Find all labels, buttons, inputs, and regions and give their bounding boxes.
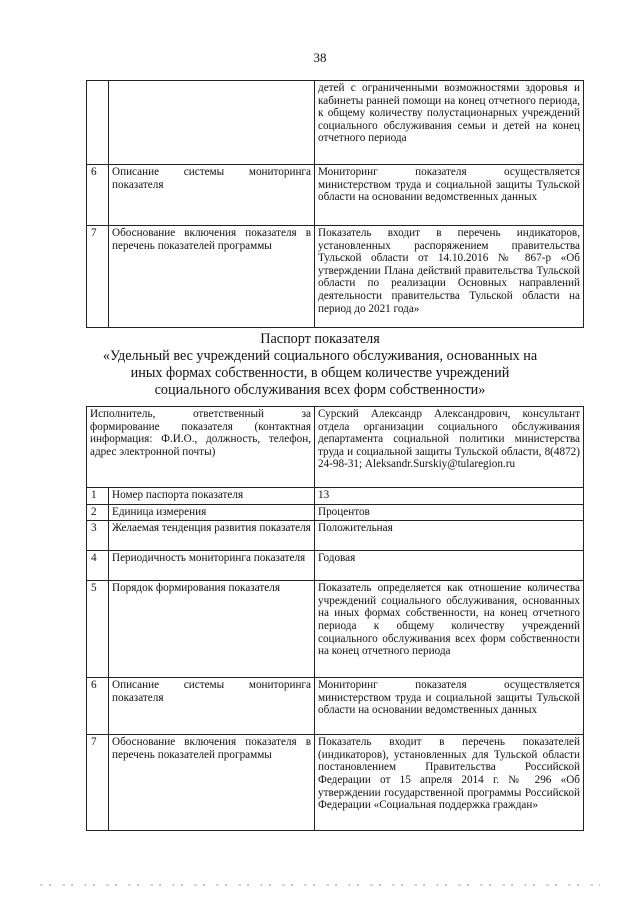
row-value: Процентов (315, 504, 584, 521)
table-header-row (87, 407, 584, 488)
scan-artifact-line (40, 884, 600, 886)
row-value: 13 (315, 488, 584, 505)
row-label: Порядок формирования показателя (109, 581, 315, 678)
row-number: 7 (87, 226, 109, 328)
page-number: 38 (313, 50, 327, 65)
row-value: Показатель определяется как отношение количества учреждений социального обслуживания, основанных на иных формах собственности, на конец отчетного периода к общему количеству учреждений социального обслуживания всех форм собственности на конец отчетного периода (315, 581, 584, 678)
table-row (87, 81, 584, 165)
row-number: 4 (87, 551, 109, 581)
table-row (87, 226, 584, 328)
row-label: Описание системы мониторинга показателя (109, 678, 315, 735)
table-row (87, 581, 584, 678)
table-row (87, 551, 584, 581)
passport-title: Паспорт показателя (260, 331, 380, 347)
table-row (87, 504, 584, 521)
row-label: Желаемая тенденция развития показателя (109, 521, 315, 551)
row-number (87, 81, 109, 165)
row-value: Показатель входит в перечень индикаторов, установленных распоряжением правительства Тульской области от 14.10.2016 № 867-р «Об утверждении Плана действий правительства Тульской области по реализации Основных направлений деятельности правительства Тульской области на период до 2021 года» (315, 226, 584, 328)
row-number: 1 (87, 488, 109, 505)
table-row (87, 488, 584, 505)
row-value: Показатель входит в перечень показателей (индикаторов), установленных для Тульской области постановлением Правительства Российской Федерации от 15 апреля 2014 г. № 296 «Об утверждении государственной программы Российской Федерации «Социальная поддержка граждан» (315, 735, 584, 831)
row-number: 5 (87, 581, 109, 678)
row-value: Мониторинг показателя осуществляется министерством труда и социальной защиты Тульской области на основании ведомственных данных (315, 165, 584, 226)
row-label: Номер паспорта показателя (109, 488, 315, 505)
row-number: 6 (87, 678, 109, 735)
row-number: 6 (87, 165, 109, 226)
row-label: Периодичность мониторинга показателя (109, 551, 315, 581)
row-value: Годовая (315, 551, 584, 581)
table-row (87, 735, 584, 831)
row-number: 3 (87, 521, 109, 551)
row-label: Описание системы мониторинга показателя (109, 165, 315, 226)
row-label: Обоснование включения показателя в перечень показателей программы (109, 735, 315, 831)
row-number: 7 (87, 735, 109, 831)
passport-subtitle: «Удельный вес учреждений социального обслуживания, основанных на иных формах собственности, в общем количестве учреждений социального обслуживания всех форм собственности» (102, 348, 538, 398)
row-label: Обоснование включения показателя в перечень показателей программы (109, 226, 315, 328)
table-row (87, 521, 584, 551)
row-value: Мониторинг показателя осуществляется министерством труда и социальной защиты Тульской области на основании ведомственных данных (315, 678, 584, 735)
table-row (87, 678, 584, 735)
executor-value: Сурский Александр Александрович, консультант отдела организации социального обслуживания департамента социальной политики министерства труда и социальной защиты Тульской области, 8(4872) 24-98-31; Aleksandr.Surskiy@tularegion.ru (315, 407, 584, 488)
row-value: детей с ограниченными возможностями здоровья и кабинеты ранней помощи на конец отчетного периода, к общему количеству полустационарных учреждений социального обслуживания семьи и детей на конец отчетного периода (315, 81, 584, 165)
row-value: Положительная (315, 521, 584, 551)
row-number: 2 (87, 504, 109, 521)
table-row (87, 165, 584, 226)
row-label (109, 81, 315, 165)
indicator-table-continued (86, 80, 584, 328)
indicator-passport-table (86, 406, 584, 831)
row-label: Единица измерения (109, 504, 315, 521)
executor-label: Исполнитель, ответственный за формирование показателя (контактная информация: Ф.И.О., должность, телефон, адрес электронной почты) (87, 407, 315, 488)
